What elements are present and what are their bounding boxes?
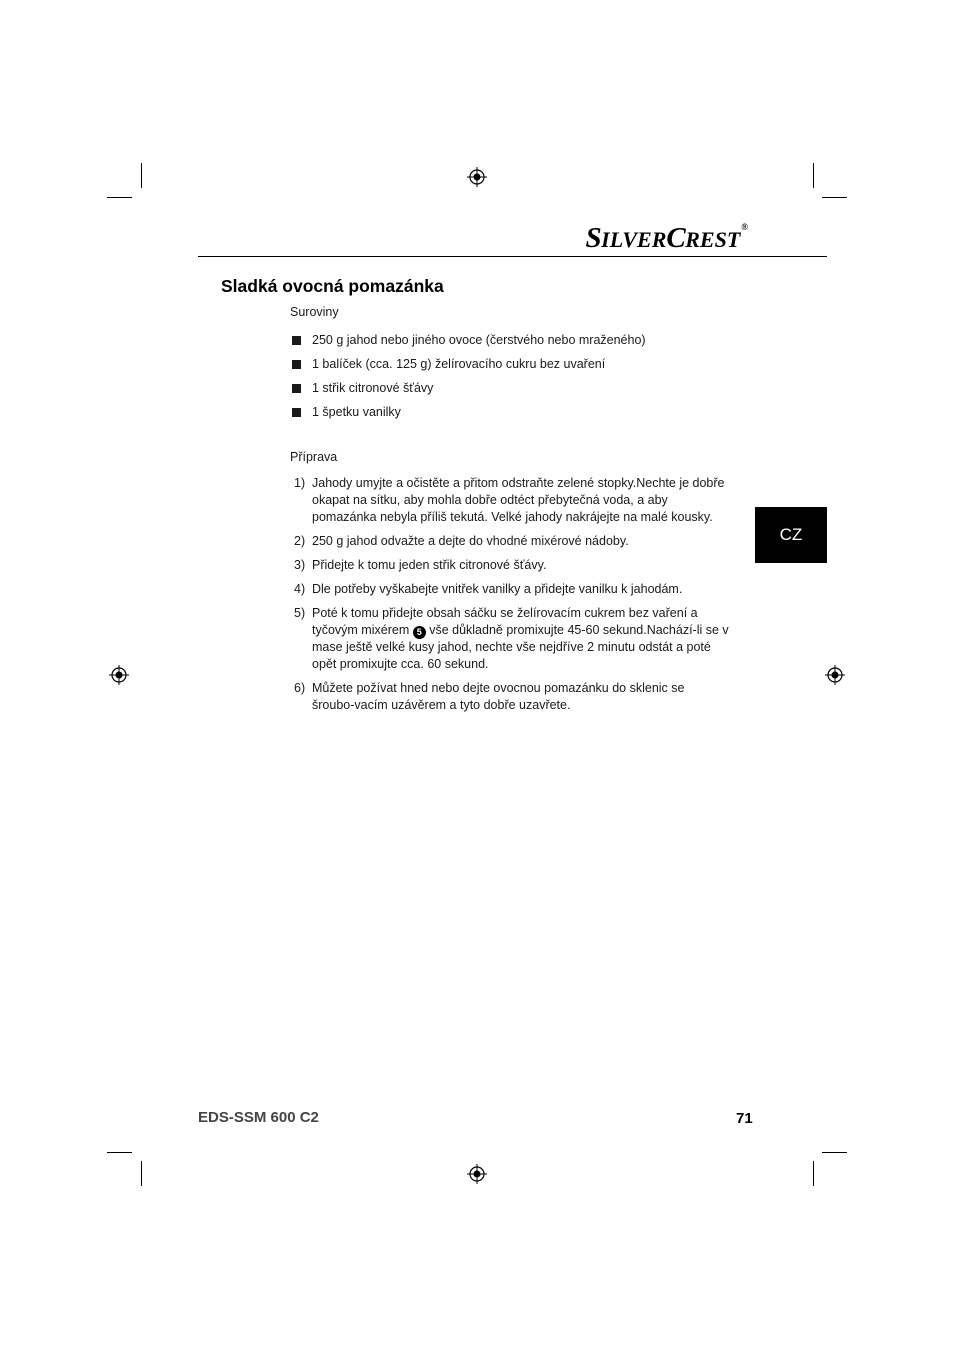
- list-item: 6) Můžete požívat hned nebo dejte ovocnou pomazánku do sklenic se šroubo-vacím uzávěrem a tyto dobře uzavřete.: [294, 681, 685, 712]
- crosshair-registration-icon: [467, 167, 487, 187]
- list-item: 1) Jahody umyjte a očistěte a přitom odstraňte zelené stopky.Nechte je dobře okapat na sítku, aby mohla dobře odtéct přebytečná voda, a aby pomazánka nebyla příliš tekutá. Velké jahody nakrájejte na malé kousky.: [294, 476, 725, 524]
- square-bullet-icon: [292, 408, 301, 417]
- crop-mark: [107, 197, 132, 198]
- preparation-steps: [290, 475, 730, 721]
- preparation-heading: Příprava: [290, 450, 338, 464]
- crosshair-registration-icon: [825, 665, 845, 685]
- page-number: 71: [736, 1110, 753, 1127]
- crop-mark: [141, 163, 142, 188]
- ingredients-heading: Suroviny: [290, 305, 339, 319]
- ingredients-list: [292, 332, 646, 428]
- square-bullet-icon: [292, 360, 301, 369]
- language-tab: CZ: [755, 507, 827, 563]
- model-number: EDS-SSM 600 C2: [198, 1109, 319, 1126]
- crop-mark: [141, 1161, 142, 1186]
- crop-mark: [822, 1152, 847, 1153]
- crop-mark: [813, 163, 814, 188]
- square-bullet-icon: [292, 384, 301, 393]
- part-reference-badge: 5: [413, 626, 426, 639]
- crop-mark: [822, 197, 847, 198]
- list-item: 2) 250 g jahod odvažte a dejte do vhodné mixérové nádoby.: [294, 534, 629, 548]
- crop-mark: [813, 1161, 814, 1186]
- brand-logo: SILVERCREST®: [585, 222, 748, 254]
- crosshair-registration-icon: [109, 665, 129, 685]
- crosshair-registration-icon: [467, 1164, 487, 1184]
- list-item: 1 střik citronové šťávy: [292, 380, 646, 404]
- header-rule: [198, 256, 827, 257]
- page-title: Sladká ovocná pomazánka: [221, 276, 444, 296]
- list-item: 1 balíček (cca. 125 g) želírovacího cukru bez uvaření: [292, 356, 646, 380]
- list-item: 1 špetku vanilky: [292, 404, 646, 428]
- list-item: 3) Přidejte k tomu jeden střik citronové šťávy.: [294, 558, 547, 572]
- square-bullet-icon: [292, 336, 301, 345]
- list-item: 4) Dle potřeby vyškabejte vnitřek vanilky a přidejte vanilku k jahodám.: [294, 582, 683, 596]
- crop-mark: [107, 1152, 132, 1153]
- list-item: 250 g jahod nebo jiného ovoce (čerstvého nebo mraženého): [292, 332, 646, 356]
- list-item: 5) Poté k tomu přidejte obsah sáčku se želírovacím cukrem bez vaření a tyčovým mixérem 5 vše důkladně promixujte 45-60 sekund.Nachází-li se v mase ještě velké kusy jahod, nechte vše nejdříve 2 minutu odstát a poté opět promixujte cca. 60 sekund.: [294, 606, 729, 671]
